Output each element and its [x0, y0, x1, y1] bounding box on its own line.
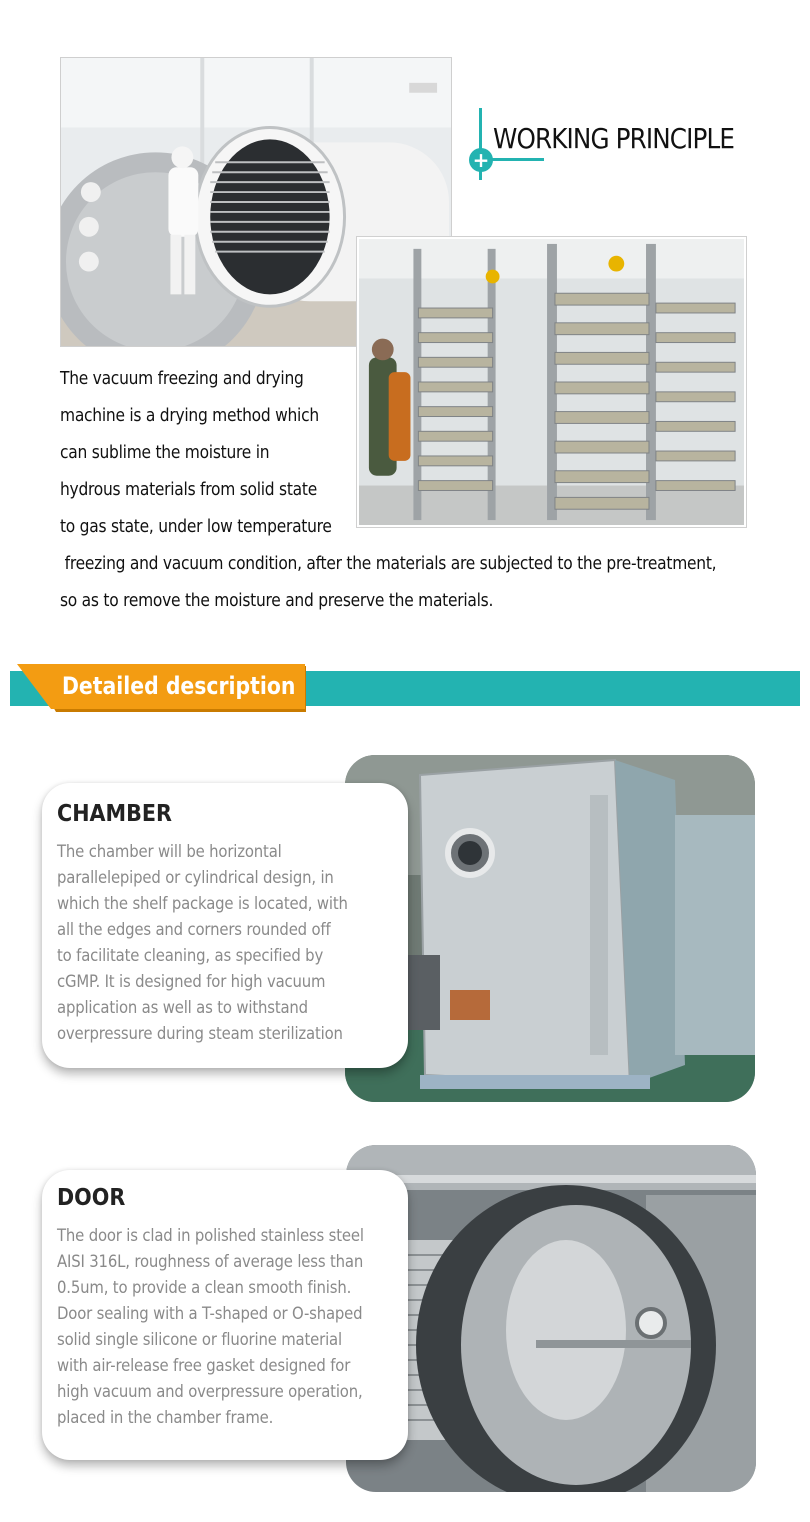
principle-text-line: so as to remove the moisture and preserve the materials. [60, 590, 494, 611]
chamber-text-line: cGMP. It is designed for high vacuum [57, 972, 326, 992]
section-banner-label: Detailed description [62, 672, 296, 700]
principle-text-line: The vacuum freezing and drying [60, 368, 304, 389]
door-text-line: Door sealing with a T-shaped or O-shaped [57, 1304, 363, 1324]
chamber-text-line: parallelepiped or cylindrical design, in [57, 868, 334, 888]
door-text-line: AISI 316L, roughness of average less than [57, 1252, 364, 1272]
principle-text-line: machine is a drying method which [60, 405, 319, 426]
chamber-text-line: all the edges and corners rounded off [57, 920, 331, 940]
door-text-line: The door is clad in polished stainless steel [57, 1226, 364, 1246]
principle-text-line: freezing and vacuum condition, after the materials are subjected to the pre-treatment, [60, 553, 717, 574]
chamber-text-line: to facilitate cleaning, as specified by [57, 946, 324, 966]
door-text-line: placed in the chamber frame. [57, 1408, 274, 1428]
chamber-text-line: overpressure during steam sterilization [57, 1024, 343, 1044]
chamber-text-line: application as well as to withstand [57, 998, 308, 1018]
door-text-line: solid single silicone or fluorine material [57, 1330, 342, 1350]
chamber-text-line: The chamber will be horizontal [57, 842, 282, 862]
plus-circle-icon: + [469, 148, 493, 172]
chamber-title: CHAMBER [57, 801, 173, 827]
door-title: DOOR [57, 1185, 126, 1211]
chamber-text-line: which the shelf package is located, with [57, 894, 348, 914]
door-text-line: high vacuum and overpressure operation, [57, 1382, 363, 1402]
principle-text-line: hydrous materials from solid state [60, 479, 317, 500]
principle-text-line: to gas state, under low temperature [60, 516, 332, 537]
door-text-line: 0.5um, to provide a clean smooth finish. [57, 1278, 352, 1298]
working-principle-title: WORKING PRINCIPLE [493, 122, 735, 155]
tray-racks-photo [357, 237, 746, 527]
principle-text-line: can sublime the moisture in [60, 442, 270, 463]
door-text-line: with air-release free gasket designed for [57, 1356, 351, 1376]
